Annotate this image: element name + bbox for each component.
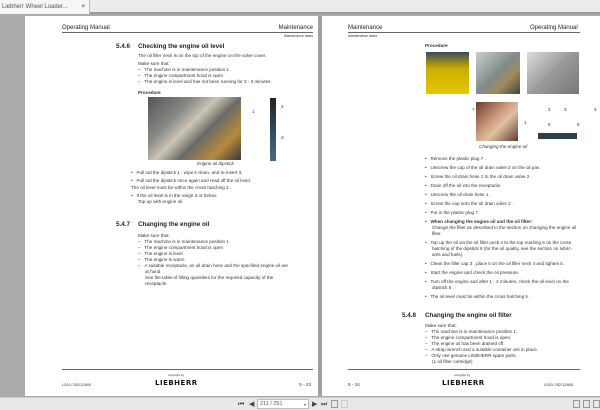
header-sub: Maintenance tasks <box>348 34 378 38</box>
step: Unscrew the cap of the oil drain valve 2 on the oil pan. <box>430 165 541 170</box>
liebherr-logo: LIEBHERR <box>155 379 198 387</box>
list-item: A suitable receptacle, an oil drain hose and the specified engine oil are <box>144 263 288 268</box>
callout: 5 <box>577 122 580 127</box>
list-item: (1 oil filter cartridge) <box>432 359 473 364</box>
section-title: Changing the engine oil filter <box>425 312 512 319</box>
copyright: copyright by <box>168 373 185 377</box>
step: ants and fuels). <box>432 252 464 257</box>
navigation-toolbar <box>0 397 600 410</box>
callout: 7 <box>472 107 475 112</box>
drain-hose-photo <box>476 102 518 141</box>
paragraph: The oil filler neck is on the top of the engine on the valve cover. <box>138 53 267 58</box>
step: Screw the cap onto the oil drain valve 2 . <box>430 201 514 206</box>
step: Start the engine and check the oil pressure. <box>430 270 520 275</box>
page-field-value: 211 / 251 <box>260 401 283 407</box>
list-item: The engine is level <box>144 251 183 256</box>
last-page-icon[interactable]: ⏭ <box>321 401 328 408</box>
first-page-icon[interactable]: ⏮ <box>238 401 245 408</box>
paragraph: Make sure that: <box>425 323 457 328</box>
next-page-icon[interactable]: ▶ <box>312 401 318 408</box>
callout: 3 <box>281 135 284 140</box>
list-item: The engine compartment hood is open. <box>431 335 512 340</box>
step: Change the filter as described in the section on changing the engine oil <box>432 225 577 230</box>
footer-doc-number: L510-782/12800 <box>62 382 92 387</box>
step: Turn off the engine and after 1 - 2 minutes, check the oil level on the <box>430 279 569 284</box>
step: dipstick 6 . <box>432 285 454 290</box>
figure-caption: Engine oil dipstick <box>197 161 234 166</box>
step: When changing the engine oil and the oil filter: <box>430 219 533 224</box>
section-title: Checking the engine oil level <box>138 43 225 50</box>
section-number: 5.4.6 <box>116 43 131 50</box>
callout: 3 <box>564 107 567 112</box>
list-item: The engine compartment hood is open <box>144 245 224 250</box>
step: Top up with engine oil. <box>138 199 184 204</box>
section-number: 5.4.7 <box>116 221 131 228</box>
list-item: The engine is warm <box>144 257 185 262</box>
callout: 1 <box>252 109 255 114</box>
dipstick-image <box>538 133 577 139</box>
list-item: Only use genuine LIEBHERR spare parts. <box>431 353 517 358</box>
step: If the oil level is in the range 3 or below: <box>136 193 218 198</box>
previous-page-icon[interactable]: ◀ <box>249 401 255 408</box>
header-sub: Maintenance tasks <box>283 34 313 38</box>
procedure-label: Procedure <box>138 90 161 95</box>
list-item: The engine oil has been drained off. <box>431 341 505 346</box>
list-item: The machine is in maintenance position 1 <box>144 239 229 244</box>
callout: 4 <box>594 107 597 112</box>
two-page-view-icon[interactable] <box>583 400 590 408</box>
header-right: Operating Manual <box>530 25 578 31</box>
step: The oil level must be within the cross hatching 5 . <box>430 294 531 299</box>
drain-valve-photo <box>476 52 520 94</box>
tab-title: Liebherr Wheel Loader... <box>2 4 68 10</box>
step: Put in the plastic plug 7 . <box>430 210 481 215</box>
tab-bar <box>0 0 600 14</box>
page-left: Operating Manual Maintenance Maintenance tasks 5.4.6 Checking the engine oil level The oil filler neck is on the top of the engine on the valve cover. Make sure that: – The machine is in maintenance position 1 – The engine compartment hood is open – The engine is level and has not been running for 2 - 3 minutes Procedure 1 2 3 Engine oil dipstick • Pull out the dipstick 1 , wipe it clean, and re-insert it. • Pull out the dipstick once again and read off the oil level. The oil level must be within the cross hatching 2 . • If the oil level is in the range 3 or below: Top up with engine oil. 5.4.7 Changing the engine oil Make sure that: – The machine is in maintenance position 1 – The engine compartment hood is open – The engine is level – The engine is warm – A suitable receptacle, an oil drain hose and the specified engine oil are at hand See the table of filling quantities for the required capacity of the receptacle. L510-782/12800 copyright by LIEBHERR 5 - 23 <box>25 16 318 396</box>
copy-page-icon[interactable] <box>331 400 338 408</box>
procedure-label: Procedure <box>425 43 448 48</box>
list-item: The machine is in maintenance position 1. <box>431 329 518 334</box>
paragraph: See the table of filling quantities for the required capacity of the <box>145 275 274 280</box>
page-number: 5 - 23 <box>299 382 311 387</box>
filler-neck-photo <box>527 52 579 94</box>
step: Pull out the dipstick once again and read off the oil level. <box>136 178 252 183</box>
step: Remove the plastic plug 7 . <box>430 156 486 161</box>
step: Top up the oil via the oil filler neck 4 to the top marking 5 on the cross <box>430 240 572 245</box>
page-number: 5 - 24 <box>348 382 360 387</box>
engine-photo <box>148 97 241 160</box>
section-number: 5.4.8 <box>402 312 417 319</box>
step: hatching of the dipstick 6 (for the oil quality, see the section on lubric- <box>432 246 573 251</box>
list-item: The engine compartment hood is open <box>144 73 224 78</box>
continuous-view-icon[interactable] <box>593 400 600 408</box>
step: Drain off the oil into the receptacle. <box>430 183 502 188</box>
list-item: at hand <box>145 269 161 274</box>
footer-doc-number: L510-782/12800 <box>544 382 574 387</box>
paragraph: Make sure that: <box>138 233 170 238</box>
callout: 1 <box>524 120 527 125</box>
figure-caption: Changing the engine oil <box>479 144 528 149</box>
copyright: copyright by <box>454 373 471 377</box>
header-left: Maintenance <box>348 25 383 31</box>
step: filter. <box>432 231 442 236</box>
header-right: Maintenance <box>278 25 313 31</box>
dipstick-image <box>270 98 276 161</box>
list-item: The machine is in maintenance position 1 <box>144 67 229 72</box>
callout: 2 <box>548 107 551 112</box>
callout: 2 <box>281 104 284 109</box>
callout: 6 <box>548 122 551 127</box>
header-left: Operating Manual <box>62 25 110 31</box>
liebherr-logo: LIEBHERR <box>442 379 485 387</box>
paragraph: The oil level must be within the cross hatching 2 . <box>131 185 232 190</box>
dropdown-icon[interactable]: ▾ <box>303 402 306 407</box>
section-title: Changing the engine oil <box>138 221 210 228</box>
page-right: Maintenance Maintenance tasks Operating Manual Procedure 7 2 3 4 1 6 5 Changing the engine oil • Remove the plastic plug 7 . • Unscrew the cap of the oil drain valve 2 on the oil pan. • Screw the oil drain hose 1 to the oil drain valve 2 . • Drain off the oil into the receptacle. • Unscrew the oil drain hose 1 . • Screw the cap onto the oil drain valve 2 . • Put in the plastic plug 7 . • When changing the engine oil and the oil filter: Change the filter as described in the section on changing the engine oil filter. • Top up the oil via the oil filler neck 4 to the top marking 5 on the cross hatching of the dipstick 6 (for the oil quality, see the section on lubric- ants and fuels). • Clean the filler cap 3 , place it on the oil filler neck 4 and tighten it. • Start the engine and check the oil pressure. • Turn off the engine and after 1 - 2 minutes, check the oil level on the dipstick 6 . • The oil level must be within the cross hatching 5 . 5.4.8 Changing the engine oil filter Make sure that: – The machine is in maintenance position 1. – The engine compartment hood is open. – The engine oil has been drained off. – A strap wrench and a suitable container are in place. – Only use genuine LIEBHERR spare parts. (1 oil filter cartridge) 5 - 24 copyright by LIEBHERR L510-782/12800 <box>322 16 600 396</box>
paragraph: receptacle. <box>145 281 168 286</box>
step: Pull out the dipstick 1 , wipe it clean, and re-insert it. <box>136 170 243 175</box>
list-item: The engine is level and has not been running for 2 - 3 minutes <box>144 79 271 84</box>
plug-photo <box>426 52 469 94</box>
step: Unscrew the oil drain hose 1 . <box>430 192 491 197</box>
list-item: A strap wrench and a suitable container are in place. <box>431 347 539 352</box>
paragraph: Make sure that: <box>138 61 170 66</box>
close-tab-icon[interactable]: × <box>81 4 85 10</box>
single-page-view-icon[interactable] <box>573 400 580 408</box>
step: Clean the filler cap 3 , place it on the oil filler neck 4 and tighten it. <box>430 261 564 266</box>
page-number-input[interactable] <box>257 399 309 409</box>
step: Screw the oil drain hose 1 to the oil drain valve 2 . <box>430 174 532 179</box>
document-tab[interactable] <box>0 0 90 14</box>
paste-page-icon[interactable] <box>341 400 348 408</box>
